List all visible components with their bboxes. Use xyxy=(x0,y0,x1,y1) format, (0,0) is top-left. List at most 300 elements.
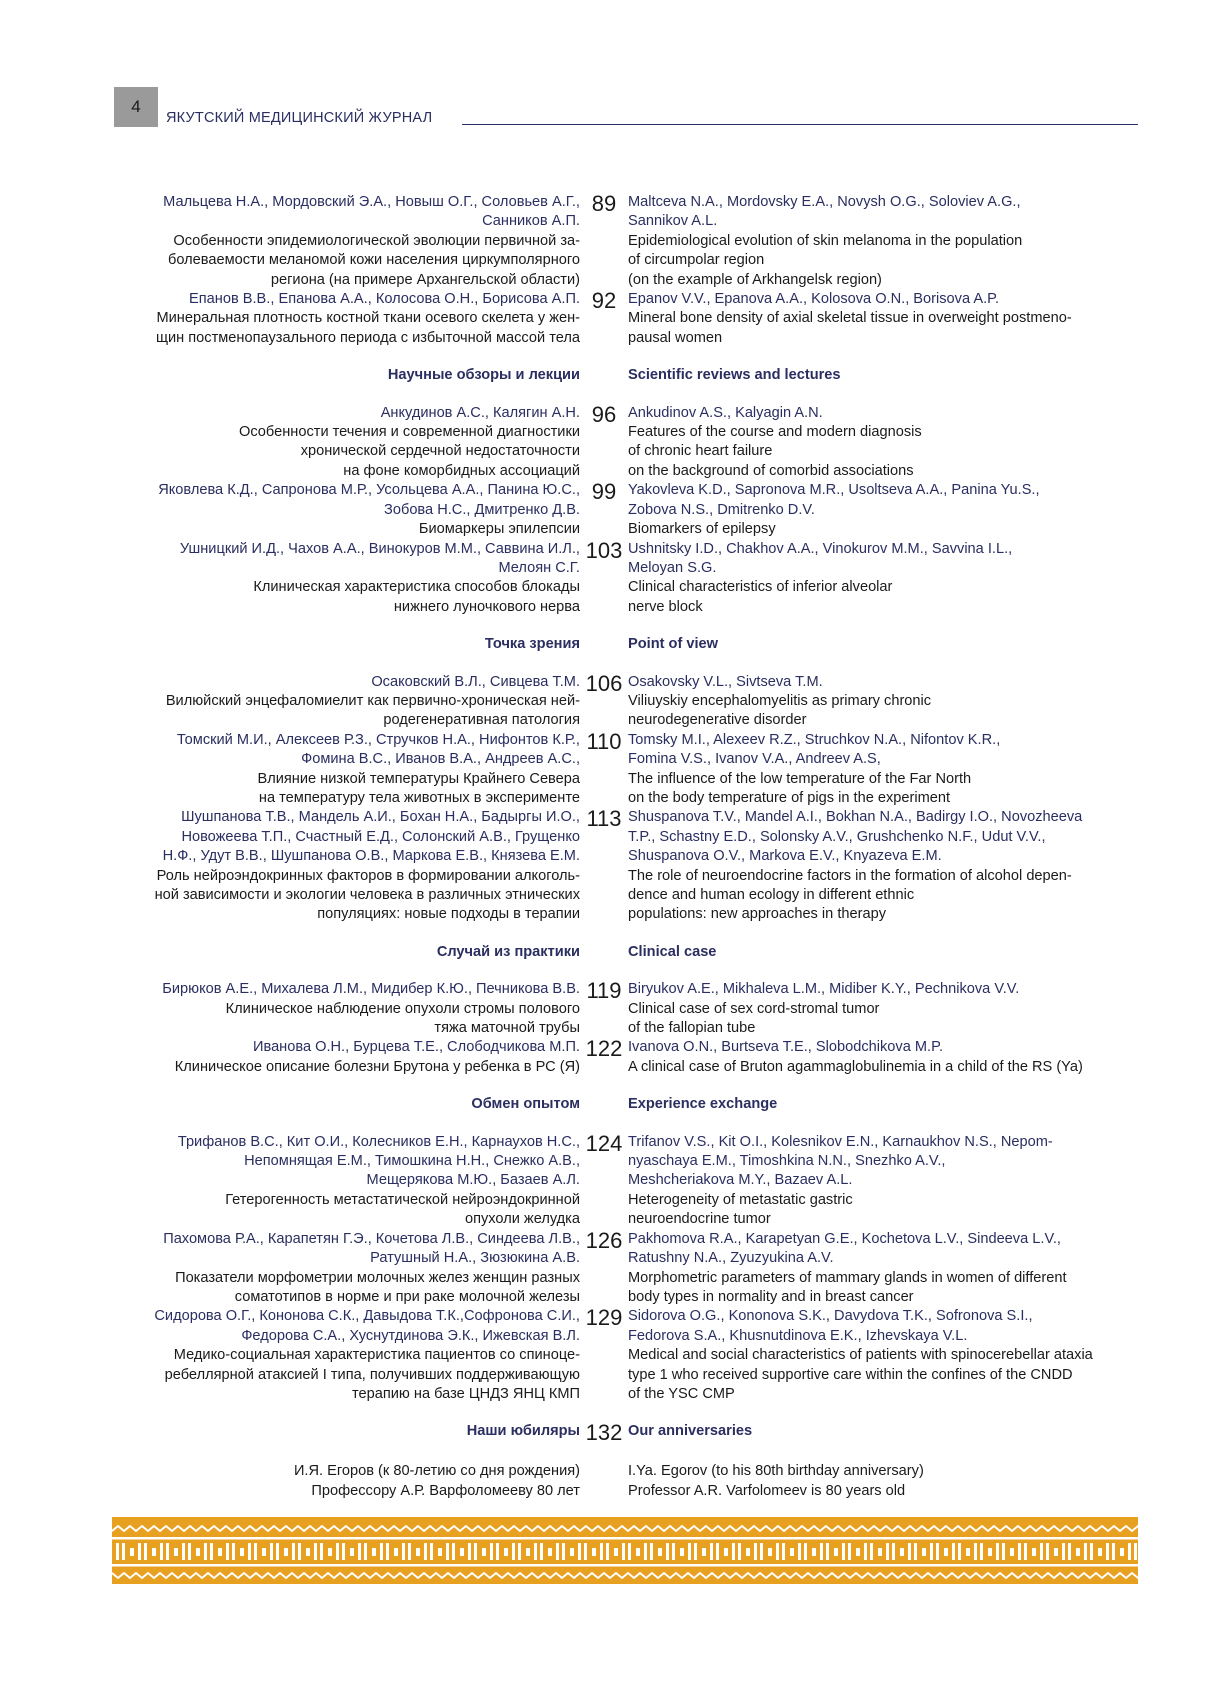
entry-ru xyxy=(110,1307,580,1404)
entry-page-number: 89 xyxy=(591,191,617,216)
ornament-diamond xyxy=(856,1548,860,1556)
ornament-diamond xyxy=(284,1548,288,1556)
entry-ru-title-line: Показатели морфометрии молочных желез женщин разных xyxy=(175,1269,580,1286)
ornament-bar xyxy=(512,1543,515,1560)
entry-ru-title-line: И.Я. Егоров (к 80-летию со дня рождения) xyxy=(293,1463,580,1480)
section-heading-row xyxy=(110,1422,1140,1444)
ornament-diamond xyxy=(328,1548,332,1556)
entry-ru-authors-line: Федорова С.А., Хуснутдинова Э.К., Ижевская В.Л. xyxy=(241,1327,580,1344)
ornament-bar xyxy=(402,1543,405,1560)
toc-entry xyxy=(110,728,1140,809)
entry-en-title-line: Heterogeneity of metastatic gastric xyxy=(628,1191,853,1208)
ornament-bar xyxy=(760,1543,763,1560)
ornament-bar xyxy=(798,1543,801,1560)
entry-en-title-line: Medical and social characteristics of patients with spinocerebellar ataxia xyxy=(628,1347,1093,1364)
section-page-number: 132 xyxy=(585,1420,623,1446)
entry-ru-authors-line: Иванова О.Н., Бурцева Т.Е., Слободчикова М.П. xyxy=(252,1039,580,1056)
ornament-bar xyxy=(424,1543,427,1560)
section-heading-en: Our anniversaries xyxy=(628,1423,753,1440)
ornament-bar xyxy=(1112,1543,1115,1560)
ornament-bar xyxy=(1068,1543,1071,1560)
ornament-diamond xyxy=(130,1548,134,1556)
entry-en xyxy=(628,1230,1140,1308)
entry-ru-title-line: Влияние низкой температуры Крайнего Севера xyxy=(257,770,580,787)
header-rule xyxy=(462,124,1138,125)
toc-entry xyxy=(110,808,1140,924)
ornament-bar xyxy=(116,1543,119,1560)
entry-ru-title-line: Особенности эпидемиологической эволюции первичной за- xyxy=(173,232,580,249)
ornament-bar xyxy=(160,1543,163,1560)
entry-en-title-line: dence and human ecology in different ethnic xyxy=(628,887,915,903)
ornament-bar xyxy=(210,1543,213,1560)
ornament-bar xyxy=(446,1543,449,1560)
entry-en-title-line: on the body temperature of pigs in the experiment xyxy=(628,789,951,806)
ornament-bar xyxy=(914,1543,917,1560)
entry-ru xyxy=(110,1133,580,1230)
entry-ru-authors-line: Н.Ф., Удут В.В., Шушпанова О.В., Маркова Е.В., Князева Е.М. xyxy=(162,848,580,865)
entry-page-number: 92 xyxy=(591,288,617,314)
ornament-diamond xyxy=(746,1548,750,1556)
entry-en-authors-line: Pakhomova R.A., Karapetyan G.E., Kochetova L.V., Sindeeva L.V., xyxy=(628,1230,1061,1247)
toc-entry xyxy=(110,1227,1140,1308)
entry-en-title-line: A clinical case of Bruton agammaglobulinemia in a child of the RS (Ya) xyxy=(628,1058,1083,1075)
ornament-diamond xyxy=(790,1548,794,1556)
ornament-bar xyxy=(166,1543,169,1560)
entry-en-authors-line: Maltceva N.A., Mordovsky E.A., Novysh O.G., Soloviev A.G., xyxy=(628,194,1021,210)
ornament-bar xyxy=(540,1543,543,1560)
ornament-bar xyxy=(776,1543,779,1560)
entry-ru-title-line: хронической сердечной недостаточности xyxy=(300,443,580,460)
entry-en xyxy=(628,1038,1140,1077)
entry-ru-title-line: ребеллярной атаксией I типа, получивших поддерживающую xyxy=(164,1366,580,1383)
entry-en-title-line: of the fallopian tube xyxy=(628,1020,756,1037)
ornament-diamond xyxy=(944,1548,948,1556)
ornament-bar xyxy=(556,1543,559,1560)
ornament-bar xyxy=(870,1543,873,1560)
entry-ru-title-line: Биомаркеры эпилепсии xyxy=(418,521,580,538)
entry-en-title-line: of circumpolar region xyxy=(628,252,765,269)
entry-en xyxy=(628,481,1140,539)
ornament-diamond xyxy=(482,1548,486,1556)
entry-ru-authors-line: Санников А.П. xyxy=(482,213,580,230)
ornament-bar xyxy=(980,1543,983,1560)
ornament-bar xyxy=(452,1543,455,1560)
ornament-bar xyxy=(496,1543,499,1560)
section-heading-row xyxy=(110,943,1140,962)
ornament-bar xyxy=(1002,1543,1005,1560)
ornament-bar xyxy=(864,1543,867,1560)
section-heading-row xyxy=(110,366,1140,385)
entry-en-authors-line: Ivanova O.N., Burtseva T.E., Slobodchikova M.P. xyxy=(628,1039,944,1056)
entry-ru-authors-line: Непомнящая Е.М., Тимошкина Н.Н., Снежко А.В., xyxy=(244,1153,580,1170)
entry-ru-authors-line: Мальцева Н.А., Мордовский Э.А., Новыш О.Г., Соловьев А.Г., xyxy=(163,194,580,210)
ornament-bar xyxy=(364,1543,367,1560)
entry-en xyxy=(628,980,1140,1038)
decorative-ornament-border xyxy=(112,1517,1138,1584)
ornament-bar xyxy=(144,1543,147,1560)
ornament-bar xyxy=(672,1543,675,1560)
ornament-bar xyxy=(908,1543,911,1560)
ornament-diamond xyxy=(416,1548,420,1556)
ornament-bar xyxy=(710,1543,713,1560)
entry-ru xyxy=(110,980,580,1038)
ornament-diamond xyxy=(614,1548,618,1556)
section-heading-row xyxy=(110,635,1140,654)
section-heading-en: Point of view xyxy=(628,636,718,653)
entry-ru-title-line: Клиническое описание болезни Брутона у ребенка в РС (Я) xyxy=(174,1058,580,1075)
ornament-bar xyxy=(336,1543,339,1560)
toc-entry xyxy=(110,193,1140,290)
ornament-diamond xyxy=(1054,1548,1058,1556)
section-heading-en: Scientific reviews and lectures xyxy=(628,367,841,384)
ornament-diamond xyxy=(350,1548,354,1556)
ornament-line-top xyxy=(112,1537,1138,1540)
ornament-bar xyxy=(358,1543,361,1560)
ornament-diamond xyxy=(768,1548,772,1556)
entry-en-title-line: neurodegenerative disorder xyxy=(628,712,807,729)
entry-en-title-line: Clinical characteristics of inferior alveolar xyxy=(628,579,893,596)
ornament-bar xyxy=(1046,1543,1049,1560)
ornament-bar xyxy=(182,1543,185,1560)
ornament-diamond xyxy=(152,1548,156,1556)
entry-en-title-line: Professor A.R. Varfolomeev is 80 years old xyxy=(628,1482,906,1499)
ornament-bar xyxy=(122,1543,125,1560)
ornament-bar xyxy=(248,1543,251,1560)
ornament-bar xyxy=(826,1543,829,1560)
entry-ru-authors-line: Трифанов В.С., Кит О.И., Колесников Е.Н., Карнаухов Н.С., xyxy=(177,1133,580,1150)
entry-en-authors-line: Ratushny N.A., Zyuzyukina A.V. xyxy=(628,1250,834,1267)
ornament-bar xyxy=(534,1543,537,1560)
entry-ru xyxy=(110,673,580,731)
entry-en-title-line: Clinical case of sex cord-stromal tumor xyxy=(628,1000,880,1017)
ornament-bar xyxy=(1090,1543,1093,1560)
ornament-diamond xyxy=(460,1548,464,1556)
entry-ru-title-line: опухоли желудка xyxy=(464,1211,580,1228)
ornament-bar xyxy=(584,1543,587,1560)
entry-en xyxy=(628,290,1140,348)
entry-en xyxy=(628,540,1140,618)
ornament-diamond xyxy=(922,1548,926,1556)
entry-en-authors-line: Fedorova S.A., Khusnutdinova E.K., Izhevskaya V.L. xyxy=(628,1327,968,1344)
entry-ru-title-line: терапию на базе ЦНДЗ ЯНЦ КМП xyxy=(352,1385,580,1402)
ornament-diamond xyxy=(438,1548,442,1556)
entry-ru-authors-line: Томский М.И., Алексеев Р.З., Стручков Н.А., Нифонтов К.Р., xyxy=(176,731,580,748)
ornament-diamond xyxy=(1098,1548,1102,1556)
entry-en-title-line: neuroendocrine tumor xyxy=(628,1211,771,1228)
entry-page-number: 124 xyxy=(585,1130,623,1156)
journal-title: ЯКУТСКИЙ МЕДИЦИНСКИЙ ЖУРНАЛ xyxy=(166,110,433,126)
ornament-diamond xyxy=(196,1548,200,1556)
ornament-bar xyxy=(1040,1543,1043,1560)
ornament-diamond xyxy=(834,1548,838,1556)
ornament-diamond xyxy=(262,1548,266,1556)
ornament-bar xyxy=(1106,1543,1109,1560)
ornament-bar xyxy=(644,1543,647,1560)
entry-ru-title-line: Медико-социальная характеристика пациентов со спиноце- xyxy=(173,1347,580,1364)
entry-en-title-line: Epidemiological evolution of skin melanoma in the population xyxy=(628,232,1023,249)
ornament-diamond xyxy=(174,1548,178,1556)
ornament-bar xyxy=(380,1543,383,1560)
entry-en xyxy=(628,1133,1140,1230)
entry-ru-authors-line: Мелоян С.Г. xyxy=(498,559,580,576)
entry-en-authors-line: Biryukov A.E., Mikhaleva L.M., Midiber K.Y., Pechnikova V.V. xyxy=(628,981,1020,998)
entry-ru-title-line: Вилюйский энцефаломиелит как первично-хроническая ней- xyxy=(165,692,580,709)
entry-ru-title-line: Минеральная плотность костной ткани осевого скелета у жен- xyxy=(156,310,580,327)
entry-page-number: 126 xyxy=(585,1227,623,1253)
ornament-bar xyxy=(518,1543,521,1560)
entry-en-title-line: The influence of the low temperature of the Far North xyxy=(628,770,972,787)
ornament-bar xyxy=(430,1543,433,1560)
ornament-bar xyxy=(892,1543,895,1560)
entry-page-number: 122 xyxy=(585,1036,623,1062)
entry-en-authors-line: Ankudinov A.S., Kalyagin A.N. xyxy=(628,404,823,421)
ornament-bar xyxy=(930,1543,933,1560)
entry-en-authors-line: Tomsky M.I., Alexeev R.Z., Struchkov N.A., Nifontov K.R., xyxy=(628,731,1001,748)
entry-en-title-line: nerve block xyxy=(628,598,703,615)
entry-ru-title-line: Клиническое наблюдение опухоли стромы полового xyxy=(225,1000,580,1017)
ornament-bar xyxy=(138,1543,141,1560)
entry-ru-authors-line: Фомина В.С., Иванов В.А., Андреев А.С., xyxy=(301,751,580,768)
ornament-bar xyxy=(232,1543,235,1560)
ornament-diamond xyxy=(394,1548,398,1556)
entry-en-title-line: Morphometric parameters of mammary glands in women of different xyxy=(628,1269,1067,1286)
ornament-bar xyxy=(188,1543,191,1560)
ornament-bar xyxy=(732,1543,735,1560)
ornament-bar xyxy=(622,1543,625,1560)
section-heading-en: Clinical case xyxy=(628,943,717,960)
ornament-diamond xyxy=(900,1548,904,1556)
entry-en-authors-line: Meloyan S.G. xyxy=(628,559,717,576)
ornament-bar xyxy=(842,1543,845,1560)
ornament-bar xyxy=(320,1543,323,1560)
entry-page-number: 106 xyxy=(585,670,623,696)
ornament-bar xyxy=(600,1543,603,1560)
entry-en-authors-line: Yakovleva K.D., Sapronova M.R., Usoltseva A.A., Panina Yu.S., xyxy=(628,482,1040,499)
ornament-bar xyxy=(386,1543,389,1560)
toc-entry xyxy=(110,481,1140,539)
entry-ru-title-line: Особенности течения и современной диагностики xyxy=(238,424,580,441)
ornament-diamond xyxy=(680,1548,684,1556)
entry-en xyxy=(628,193,1140,290)
ornament-bar xyxy=(1062,1543,1065,1560)
ornament-diamond xyxy=(504,1548,508,1556)
ornament-bar xyxy=(562,1543,565,1560)
ornament-diamond xyxy=(658,1548,662,1556)
ornament-bar xyxy=(628,1543,631,1560)
entry-ru-title-line: Гетерогенность метастатической нейроэндокринной xyxy=(225,1191,580,1208)
ornament-bar xyxy=(298,1543,301,1560)
entry-ru-title-line: Клиническая характеристика способов блокады xyxy=(253,579,580,596)
ornament-bar xyxy=(468,1543,471,1560)
ornament-bar xyxy=(1084,1543,1087,1560)
entry-en-title-line: Mineral bone density of axial skeletal tissue in overweight postmeno- xyxy=(628,310,1072,327)
entry-ru-authors-line: Яковлева К.Д., Сапронова М.Р., Усольцева А.А., Панина Ю.С., xyxy=(158,482,580,499)
ornament-bar xyxy=(342,1543,345,1560)
entry-ru-title-line: Профессору А.Р. Варфоломееву 80 лет xyxy=(311,1482,580,1499)
ornament-diamond xyxy=(966,1548,970,1556)
entry-ru xyxy=(110,193,580,290)
ornament-bar xyxy=(1018,1543,1021,1560)
entry-en-authors-line: Osakovsky V.L., Sivtseva T.M. xyxy=(628,673,823,690)
entry-en-title-line: I.Ya. Egorov (to his 80th birthday anniversary) xyxy=(628,1463,924,1480)
entry-en xyxy=(628,1307,1140,1404)
entry-en-title-line: populations: new approaches in therapy xyxy=(628,906,886,923)
entry-page-number: 119 xyxy=(586,978,622,1004)
section-heading-en: Experience exchange xyxy=(628,1096,778,1113)
ornament-bar xyxy=(848,1543,851,1560)
entry-ru-authors-line: Пахомова Р.А., Карапетян Г.Э., Кочетова Л.В., Синдеева Л.В., xyxy=(163,1230,580,1247)
entry-en-authors-line: Shuspanova T.V., Mandel A.I., Bokhan N.A., Badirgy I.O., Novozheeva xyxy=(628,809,1083,826)
entry-en-authors-line: Sannikov A.L. xyxy=(628,213,718,230)
entry-page-number: 103 xyxy=(585,537,623,563)
section-heading-row xyxy=(110,1095,1140,1114)
entry-en xyxy=(628,404,1140,482)
toc-entry xyxy=(110,401,1140,482)
entry-en-title-line: Biomarkers of epilepsy xyxy=(628,521,776,538)
entry-page-number: 96 xyxy=(591,401,617,427)
entry-ru-title-line: на фоне коморбидных ассоциаций xyxy=(343,462,580,479)
entry-en-authors-line: nyaschaya E.M., Timoshkina N.N., Snezhko A.V., xyxy=(628,1153,946,1170)
entry-ru-title-line: соматотипов в норме и при раке молочной железы xyxy=(234,1288,580,1305)
toc-entry xyxy=(110,1462,1140,1501)
entry-en xyxy=(628,673,1140,731)
entry-ru-authors-line: Анкудинов А.С., Калягин А.Н. xyxy=(380,404,580,421)
ornament-bar xyxy=(254,1543,257,1560)
entry-ru-title-line: региона (на примере Архангельской области) xyxy=(270,271,580,288)
ornament-bar xyxy=(804,1543,807,1560)
ornament-bar xyxy=(694,1543,697,1560)
entry-ru-authors-line: Ратушный Н.А., Зюзюкина А.В. xyxy=(370,1250,580,1267)
ornament-diamond xyxy=(812,1548,816,1556)
ornament-bar xyxy=(952,1543,955,1560)
ornament-bar xyxy=(716,1543,719,1560)
ornament-diamond xyxy=(988,1548,992,1556)
entry-ru-authors-line: Новожеева Т.П., Счастный Е.Д., Солонский А.В., Грущенко xyxy=(181,828,580,845)
ornament-diamond xyxy=(702,1548,706,1556)
ornament-bar xyxy=(276,1543,279,1560)
toc-entry xyxy=(110,670,1140,731)
ornament-bar xyxy=(474,1543,477,1560)
ornament-bar xyxy=(1024,1543,1027,1560)
entry-ru-title-line: популяциях: новые подходы в терапии xyxy=(317,906,580,923)
ornament-bar xyxy=(958,1543,961,1560)
section-heading-ru: Случай из практики xyxy=(436,943,580,960)
ornament-bar xyxy=(688,1543,691,1560)
ornament-bar xyxy=(738,1543,741,1560)
ornament-diamond xyxy=(1032,1548,1036,1556)
ornament-bar xyxy=(490,1543,493,1560)
entry-ru xyxy=(110,808,580,924)
ornament-bar xyxy=(204,1543,207,1560)
entry-ru-title-line: родегенеративная патология xyxy=(383,712,580,729)
entry-en-title-line: pausal women xyxy=(628,329,723,346)
section-heading-ru: Точка зрения xyxy=(484,636,580,653)
entry-en-authors-line: Sidorova O.G., Kononova S.K., Davydova T.K., Sofronova S.I., xyxy=(628,1308,1033,1325)
entry-ru-title-line: тяжа маточной трубы xyxy=(434,1020,580,1037)
section-heading-ru: Обмен опытом xyxy=(471,1096,580,1113)
entry-en-title-line: The role of neuroendocrine factors in the formation of alcohol depen- xyxy=(628,867,1072,884)
ornament-bar xyxy=(936,1543,939,1560)
ornament-line-bottom xyxy=(112,1564,1138,1567)
entry-ru-authors-line: Ушницкий И.Д., Чахов А.А., Винокуров М.М., Саввина И.Л., xyxy=(179,540,580,557)
ornament-bar xyxy=(996,1543,999,1560)
entry-ru xyxy=(110,1230,580,1308)
entry-en-authors-line: Zobova N.S., Dmitrenko D.V. xyxy=(628,501,815,518)
ornament-bar xyxy=(226,1543,229,1560)
entry-en-authors-line: Shuspanova O.V., Markova E.V., Knyazeva E.M. xyxy=(628,848,942,865)
ornament-diamond xyxy=(878,1548,882,1556)
ornament-bar xyxy=(886,1543,889,1560)
entry-en-title-line: (on the example of Arkhangelsk region) xyxy=(628,271,882,288)
entry-ru-authors-line: Епанов В.В., Епанова А.А., Колосова О.Н., Борисова А.П. xyxy=(189,291,580,308)
ornament-bar xyxy=(292,1543,295,1560)
ornament-diamond xyxy=(526,1548,530,1556)
section-heading-ru: Наши юбиляры xyxy=(466,1423,580,1440)
entry-en-title-line: type 1 who received supportive care within the confines of the CNDD xyxy=(628,1366,1073,1383)
ornament-bar xyxy=(754,1543,757,1560)
ornament-bar xyxy=(270,1543,273,1560)
ornament-bar xyxy=(1134,1543,1137,1560)
ornament-diamond xyxy=(306,1548,310,1556)
ornament-bar xyxy=(606,1543,609,1560)
ornament-bar xyxy=(974,1543,977,1560)
entry-ru-authors-line: Шушпанова Т.В., Мандель А.И., Бохан Н.А., Бадыргы И.О., xyxy=(181,809,580,826)
entry-en-authors-line: T.P., Schastny E.D., Solonsky A.V., Grushchenko N.F., Udut V.V., xyxy=(628,828,1046,845)
toc-entry xyxy=(110,1130,1140,1230)
entry-ru-authors-line: Зобова Н.С., Дмитренко Д.В. xyxy=(384,501,580,518)
entry-en-title-line: of the YSC CMP xyxy=(628,1385,735,1402)
entry-en-title-line: of chronic heart failure xyxy=(628,443,773,460)
entry-en-authors-line: Epanov V.V., Epanova A.A., Kolosova O.N., Borisova A.P. xyxy=(628,291,1000,308)
ornament-diamond xyxy=(636,1548,640,1556)
entry-en-authors-line: Ushnitsky I.D., Chakhov A.A., Vinokurov M.M., Savvina I.L., xyxy=(628,540,1013,557)
ornament-diamond xyxy=(1076,1548,1080,1556)
entry-en xyxy=(628,731,1140,809)
entry-ru xyxy=(110,481,580,539)
ornament-diamond xyxy=(240,1548,244,1556)
ornament-bar xyxy=(314,1543,317,1560)
ornament-diamond xyxy=(218,1548,222,1556)
entry-ru-title-line: на температуру тела животных в эксперименте xyxy=(258,789,580,806)
entry-en-authors-line: Trifanov V.S., Kit O.I., Kolesnikov E.N., Karnaukhov N.S., Nepom- xyxy=(628,1133,1053,1150)
ornament-diamond xyxy=(548,1548,552,1556)
entry-page-number: 99 xyxy=(591,479,617,505)
ornament-diamond xyxy=(1120,1548,1124,1556)
ornament-bar xyxy=(408,1543,411,1560)
ornament-bar xyxy=(820,1543,823,1560)
entry-en-title-line: body types in normality and in breast cancer xyxy=(628,1288,914,1305)
ornament-diamond xyxy=(724,1548,728,1556)
ornament-bar xyxy=(1128,1543,1131,1560)
toc-entry xyxy=(110,290,1140,348)
entry-ru-title-line: щин постменопаузального периода с избыточной массой тела xyxy=(156,329,580,346)
entry-ru xyxy=(110,290,580,348)
entry-ru-title-line: болеваемости меланомой кожи населения циркумполярного xyxy=(167,252,580,269)
toc-entry xyxy=(110,1307,1140,1404)
entry-en-title-line: on the background of comorbid associations xyxy=(628,462,914,479)
entry-ru-authors-line: Бирюков А.Е., Михалева Л.М., Мидибер К.Ю., Печникова В.В. xyxy=(162,981,580,998)
table-of-contents xyxy=(110,193,1140,1501)
entry-en xyxy=(628,808,1140,924)
entry-page-number: 113 xyxy=(586,806,622,832)
entry-ru xyxy=(110,731,580,809)
ornament-bar xyxy=(578,1543,581,1560)
ornament-bar xyxy=(666,1543,669,1560)
entry-ru xyxy=(110,1038,580,1077)
entry-en xyxy=(628,1462,1140,1501)
entry-ru-title-line: Роль нейроэндокринных факторов в формировании алкоголь- xyxy=(156,867,580,884)
toc-entry xyxy=(110,1038,1140,1077)
